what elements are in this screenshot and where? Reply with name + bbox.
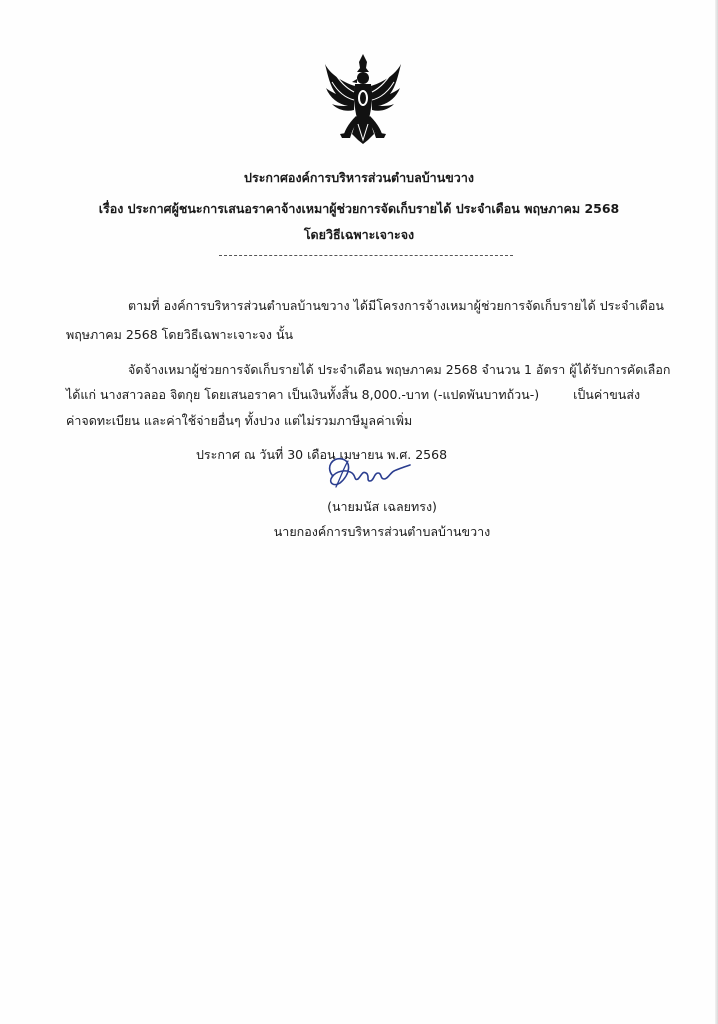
signer-title: นายกองค์การบริหารส่วนตำบลบ้านขวาง [273, 524, 491, 539]
paragraph-2-line-2 [66, 385, 640, 405]
paragraph-2-line-1: จัดจ้างเหมาผู้ช่วยการจัดเก็บรายได้ ประจำเดือน พฤษภาคม 2568 จำนวน 1 อัตรา ผู้ได้รับการคัดเลือก [128, 362, 671, 377]
garuda-emblem-icon [322, 52, 404, 146]
signature-icon [318, 453, 414, 493]
winner-and-price: ได้แก่ นางสาวลออ จิตกุย โดยเสนอราคา เป็นเงินทั้งสิ้น 8,000.-บาท (-แปดพันบาทถ้วน-) [66, 387, 540, 402]
signer-name: (นายมนัส เฉลยทรง) [327, 499, 437, 514]
announcement-title: ประกาศองค์การบริหารส่วนตำบลบ้านขวาง [244, 170, 474, 185]
cost-includes: เป็นค่าขนส่ง [573, 387, 641, 402]
announcement-subject: เรื่อง ประกาศผู้ชนะการเสนอราคาจ้างเหมาผู้ช่วยการจัดเก็บรายได้ ประจำเดือน พฤษภาคม 2568 [98, 201, 620, 216]
announcement-date: ประกาศ ณ วันที่ 30 เดือน เมษายน พ.ศ. 2568 [196, 447, 448, 462]
paragraph-2-line-3: ค่าจดทะเบียน และค่าใช้จ่ายอื่นๆ ทั้งปวง แต่ไม่รวมภาษีมูลค่าเพิ่ม [66, 413, 413, 428]
dashed-divider [219, 255, 513, 256]
paragraph-1-line-2: พฤษภาคม 2568 โดยวิธีเฉพาะเจาะจง นั้น [66, 327, 294, 342]
procurement-method: โดยวิธีเฉพาะเจาะจง [303, 227, 415, 242]
paragraph-1-line-1: ตามที่ องค์การบริหารส่วนตำบลบ้านขวาง ได้มีโครงการจ้างเหมาผู้ช่วยการจัดเก็บรายได้ ประจำเดือน [128, 298, 664, 313]
